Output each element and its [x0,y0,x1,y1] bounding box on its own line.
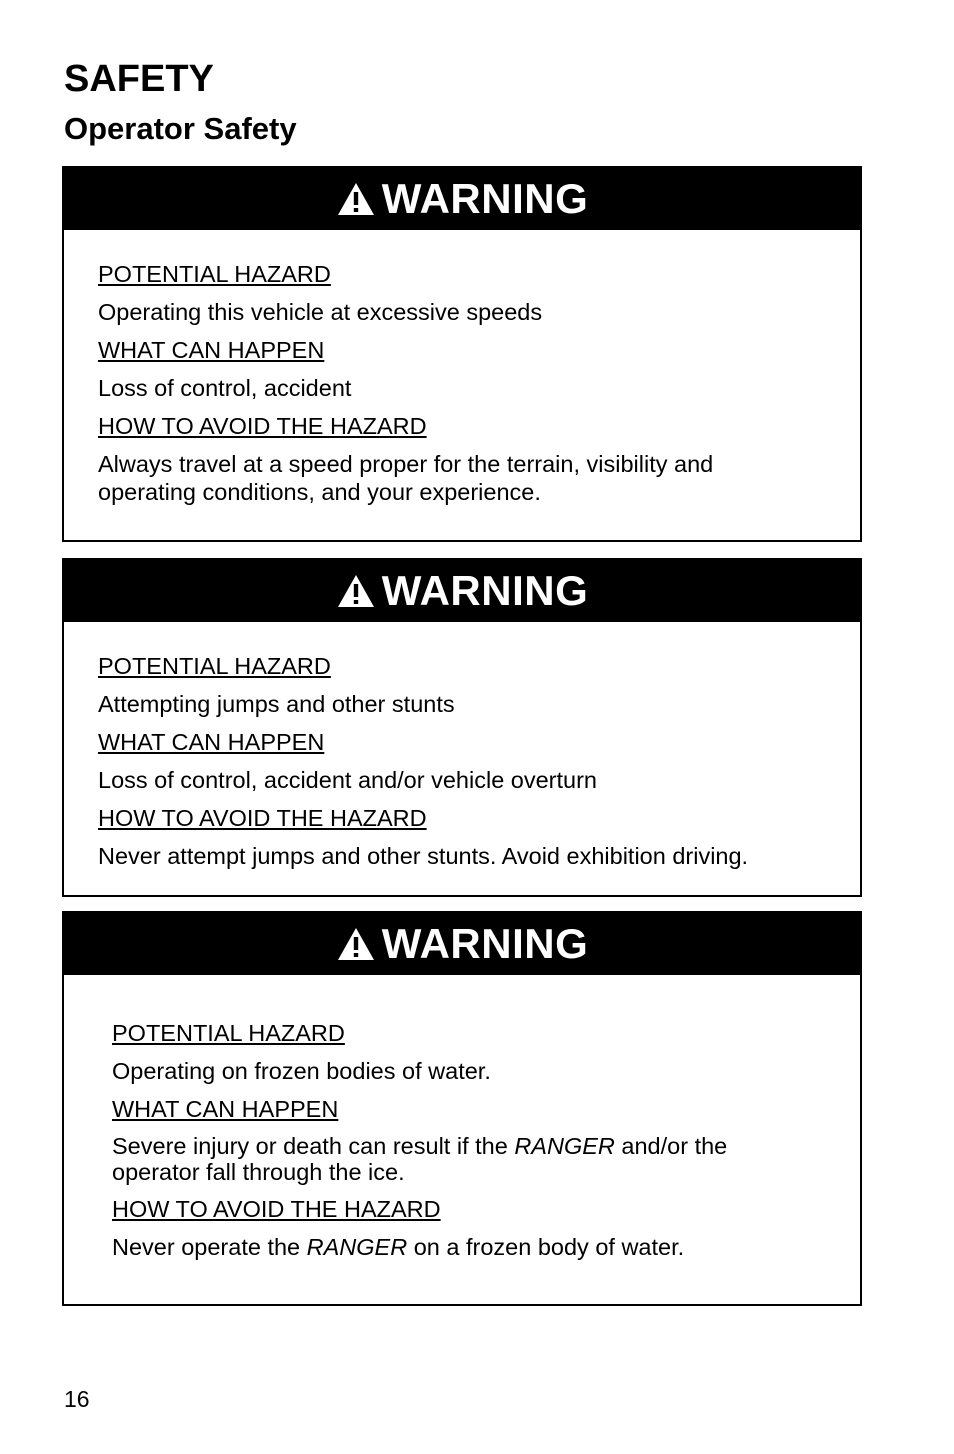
warning-triangle-icon [336,181,376,217]
how-to-avoid-text: Never attempt jumps and other stunts. Avoid exhibition driving. [98,843,749,869]
potential-hazard-text: Operating this vehicle at excessive speeds [98,299,543,325]
what-can-happen-text [112,1133,860,1185]
page-number: 16 [64,1386,90,1412]
ranger-name: RANGER [306,1234,408,1260]
warning-header [64,913,860,975]
how-to-avoid-text [98,450,860,506]
how-to-avoid-label: HOW TO AVOID THE HAZARD [98,413,427,439]
what-can-happen-label: WHAT CAN HAPPEN [98,729,325,755]
warning-triangle-icon [336,573,376,609]
warning-title: WARNING [381,567,589,614]
potential-hazard-label: POTENTIAL HAZARD [98,653,331,679]
how-to-avoid-line-2: operating conditions, and your experience. [98,479,541,505]
warning-box [62,166,862,542]
warning-body [64,230,860,506]
warning-title: WARNING [381,920,589,967]
warning-title: WARNING [381,175,589,222]
what-can-happen-label: WHAT CAN HAPPEN [98,337,325,363]
how-to-avoid-pre: Never operate the [112,1234,307,1260]
what-can-happen-label: WHAT CAN HAPPEN [112,1096,339,1122]
ranger-name: RANGER [514,1133,615,1159]
what-can-happen-line-2: operator fall through the ice. [112,1159,405,1185]
potential-hazard-text: Attempting jumps and other stunts [98,691,455,717]
how-to-avoid-label: HOW TO AVOID THE HAZARD [112,1196,441,1222]
page-title: SAFETY [64,58,214,100]
warning-body [64,975,860,1261]
warning-box [62,911,862,1306]
what-can-happen-text: Loss of control, accident and/or vehicle overturn [98,767,597,793]
how-to-avoid-post: on a frozen body of water. [407,1234,685,1260]
warning-triangle-icon [336,926,376,962]
how-to-avoid-label: HOW TO AVOID THE HAZARD [98,805,427,831]
warning-header [64,168,860,230]
warning-header [64,560,860,622]
potential-hazard-text: Operating on frozen bodies of water. [112,1058,491,1084]
what-can-happen-text: Loss of control, accident [98,375,352,401]
how-to-avoid-text [112,1233,860,1261]
warning-body [64,622,860,870]
what-can-happen-post: and/or the [614,1133,728,1159]
how-to-avoid-line-1: Always travel at a speed proper for the terrain, visibility and [98,451,714,477]
section-subtitle: Operator Safety [64,111,297,146]
what-can-happen-pre: Severe injury or death can result if the [112,1133,515,1159]
potential-hazard-label: POTENTIAL HAZARD [112,1020,345,1046]
warning-box [62,558,862,897]
potential-hazard-label: POTENTIAL HAZARD [98,261,331,287]
